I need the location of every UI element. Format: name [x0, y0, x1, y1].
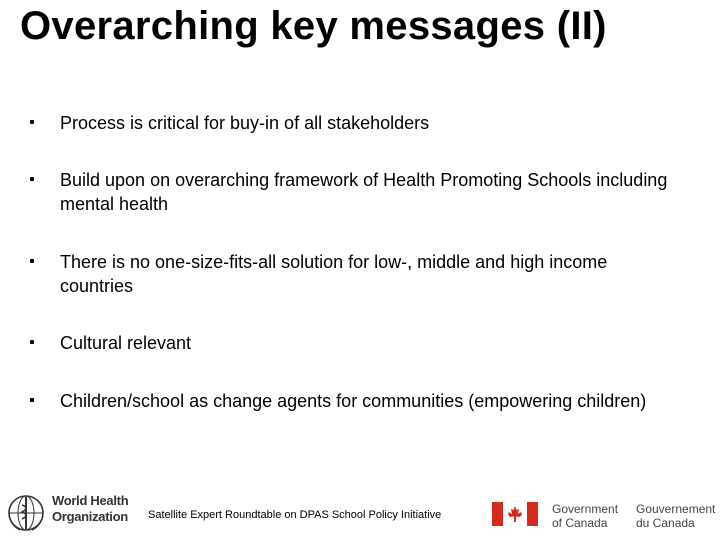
footer-note: Satellite Expert Roundtable on DPAS School Policy Initiative — [148, 509, 442, 521]
bullet-text: Children/school as change agents for communities (empowering children) — [60, 391, 647, 411]
gov-canada-fr — [636, 502, 715, 530]
who-logo — [6, 493, 129, 533]
gov-canada-en — [552, 502, 618, 530]
who-line1: World Health — [52, 493, 129, 508]
gov-en-line1: Government — [552, 502, 619, 516]
bullet-dot-icon — [30, 340, 34, 344]
bullet-text: Process is critical for buy-in of all stakeholders — [60, 113, 430, 133]
bullet-dot-icon — [30, 177, 34, 181]
bullet-text: Build upon on overarching framework of Health Promoting Schools including mental health — [60, 170, 668, 214]
canada-flag-icon — [492, 502, 538, 526]
bullet-dot-icon — [30, 398, 34, 402]
gov-fr-line1: Gouvernement — [636, 502, 716, 516]
bullet-dot-icon — [30, 259, 34, 263]
bullet-dot-icon — [30, 120, 34, 124]
bullet-text: There is no one-size-fits-all solution for low-, middle and high income countries — [60, 252, 608, 296]
who-emblem-icon — [6, 493, 46, 533]
gov-en-line2: of Canada — [552, 516, 608, 530]
gov-fr-line2: du Canada — [636, 516, 695, 530]
who-wordmark — [52, 493, 128, 525]
slide-title: Overarching key messages (II) — [20, 4, 607, 48]
bullet-text: Cultural relevant — [60, 333, 192, 353]
who-line2: Organization — [52, 509, 128, 524]
